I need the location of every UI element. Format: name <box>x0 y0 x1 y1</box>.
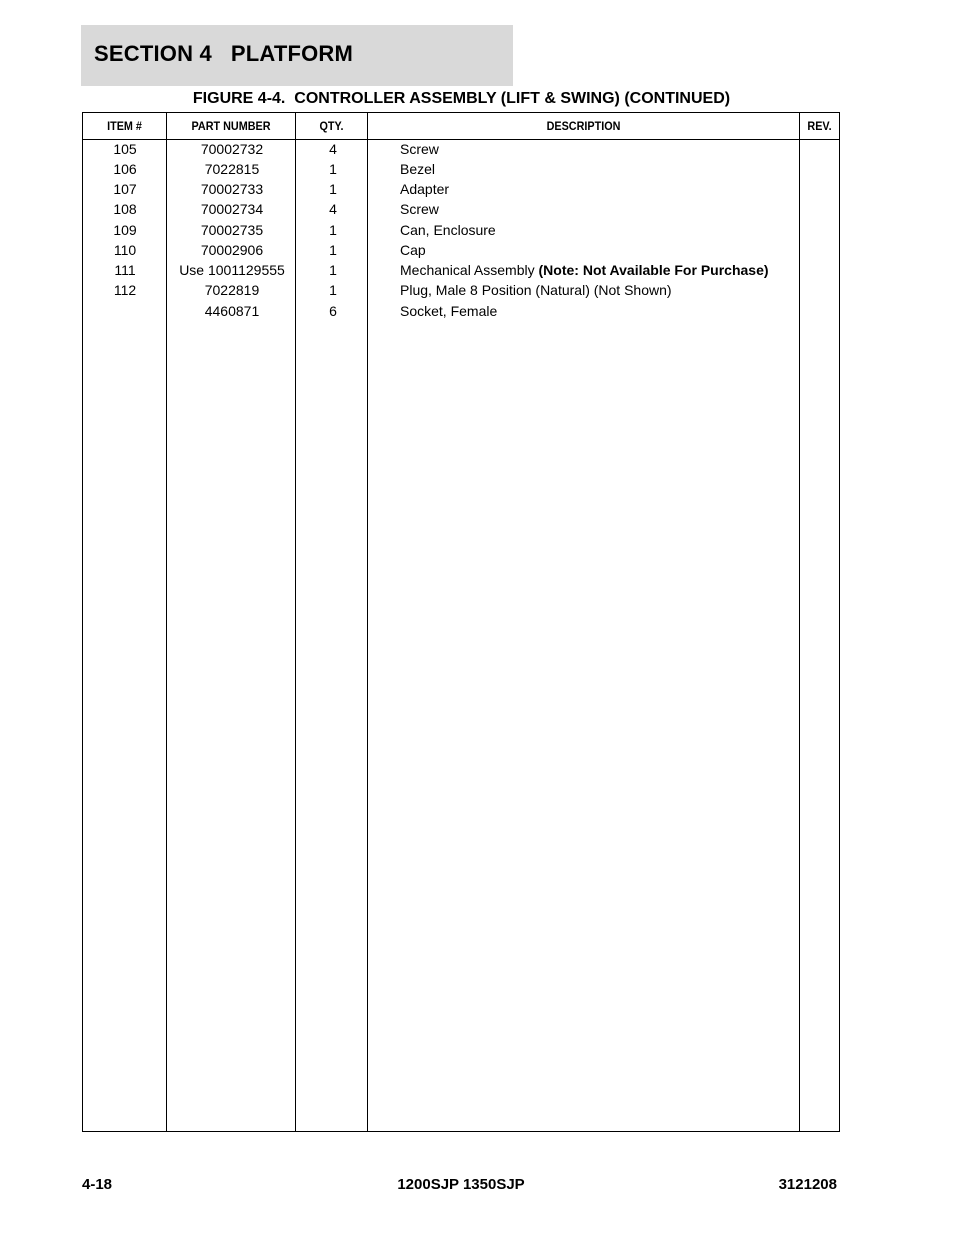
quantity: 1 <box>329 222 337 238</box>
quantity: 6 <box>329 303 337 319</box>
parts-table <box>82 112 840 1132</box>
table-row <box>83 301 839 321</box>
section-header-band <box>81 25 513 86</box>
quantity: 1 <box>329 262 337 278</box>
quantity: 1 <box>329 282 337 298</box>
part-number: 70002734 <box>200 201 264 217</box>
table-row <box>83 139 839 159</box>
description: Mechanical Assembly (Note: Not Available For Purchase) <box>400 262 769 278</box>
table-row <box>83 280 839 300</box>
description: Bezel <box>400 161 436 177</box>
column-header-part-number: PART NUMBER <box>191 119 271 133</box>
description: Screw <box>400 201 439 217</box>
description: Screw <box>400 141 439 157</box>
table-row <box>83 260 839 280</box>
item-number: 107 <box>113 181 137 197</box>
column-header-item: ITEM # <box>107 119 142 133</box>
part-number: 70002732 <box>200 141 264 157</box>
quantity: 1 <box>329 161 337 177</box>
column-header-description: DESCRIPTION <box>546 119 621 133</box>
quantity: 1 <box>329 181 337 197</box>
part-number: 70002733 <box>200 181 264 197</box>
table-row <box>83 179 839 199</box>
description: Plug, Male 8 Position (Natural) (Not Shown) <box>400 282 672 298</box>
part-number: 70002906 <box>200 242 264 258</box>
item-number: 112 <box>113 282 137 298</box>
description: Cap <box>400 242 426 258</box>
item-number: 109 <box>113 222 137 238</box>
quantity: 1 <box>329 242 337 258</box>
figure-title: FIGURE 4-4. CONTROLLER ASSEMBLY (LIFT & SWING) (CONTINUED) <box>192 90 731 107</box>
item-number: 108 <box>113 201 137 217</box>
part-number: Use 1001129555 <box>179 262 285 278</box>
model-number: 1200SJP 1350SJP <box>397 1176 525 1193</box>
table-row <box>83 159 839 179</box>
page-number: 4-18 <box>82 1176 113 1193</box>
description: Socket, Female <box>400 303 498 319</box>
part-number: 7022819 <box>204 282 260 298</box>
quantity: 4 <box>329 201 337 217</box>
table-row <box>83 240 839 260</box>
item-number: 105 <box>113 141 137 157</box>
description: Can, Enclosure <box>400 222 496 238</box>
item-number: 110 <box>113 242 137 258</box>
purchase-note: (Note: Not Available For Purchase) <box>538 262 769 278</box>
column-header-qty: QTY. <box>319 119 344 133</box>
part-number: 7022815 <box>204 161 260 177</box>
item-number: 111 <box>114 262 136 278</box>
section-title: SECTION 4 PLATFORM <box>94 41 354 66</box>
description: Adapter <box>400 181 450 197</box>
column-header-rev: REV. <box>807 119 832 133</box>
part-number: 4460871 <box>204 303 260 319</box>
table-row <box>83 220 839 240</box>
quantity: 4 <box>329 141 337 157</box>
part-number: 70002735 <box>200 222 264 238</box>
document-number: 3121208 <box>778 1176 837 1193</box>
item-number: 106 <box>113 161 137 177</box>
table-row <box>83 199 839 219</box>
